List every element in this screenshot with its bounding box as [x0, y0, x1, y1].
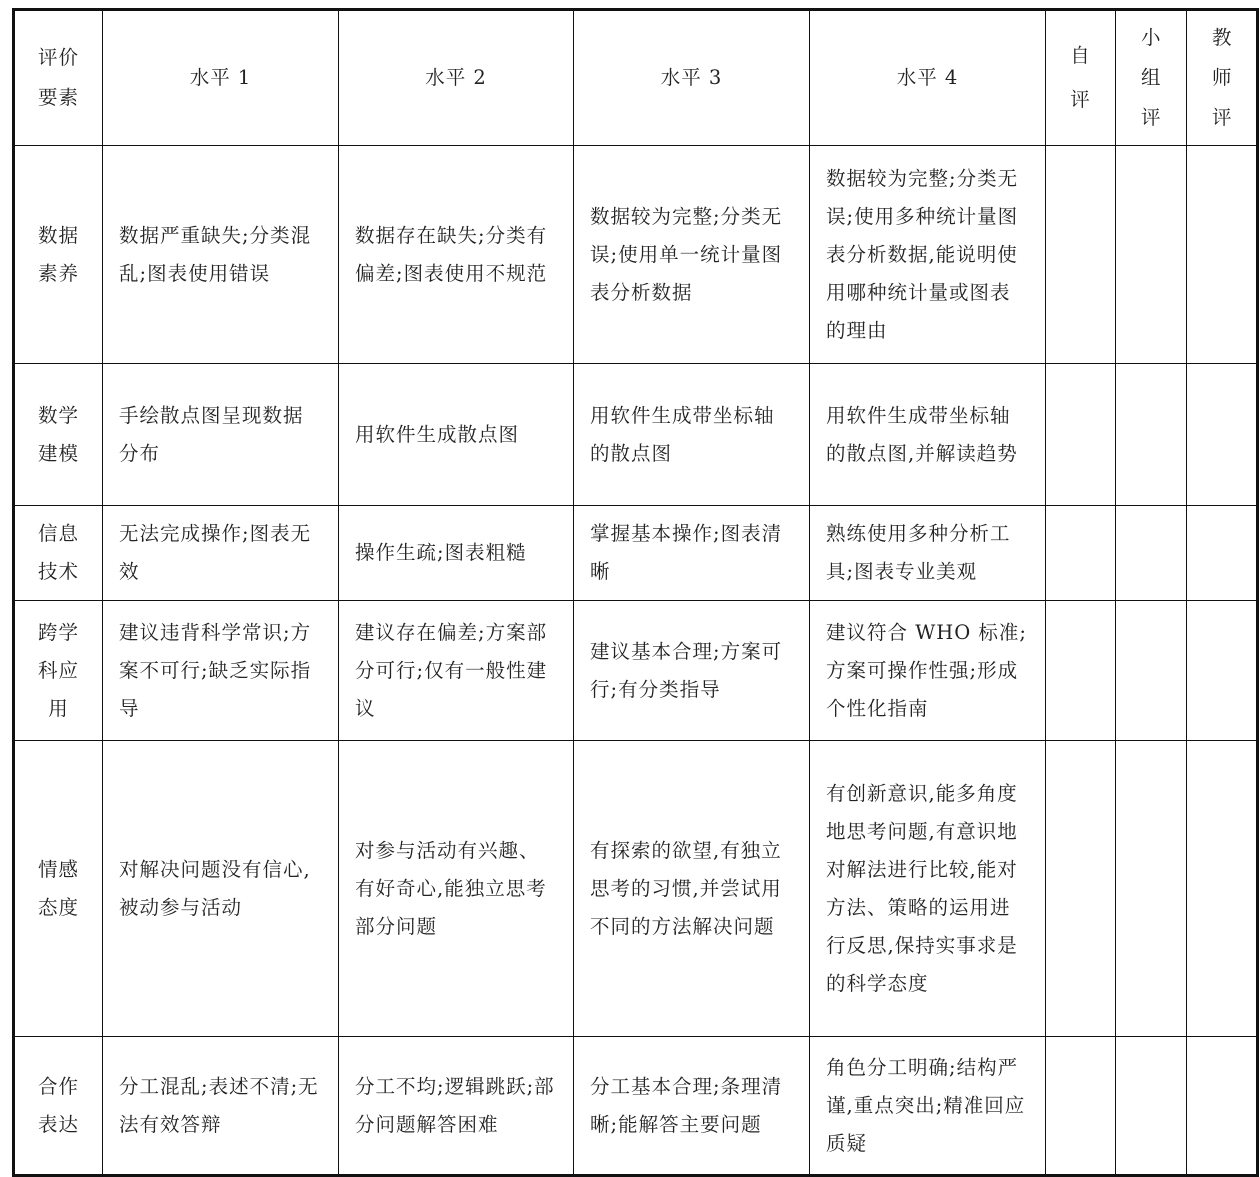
level-2-cell: 分工不均;逻辑跳跃;部分问题解答困难 — [339, 1037, 574, 1176]
row-factor: 数学建模 — [14, 364, 103, 506]
rubric-row — [14, 1037, 1258, 1176]
rubric-row — [14, 506, 1258, 601]
level-4-cell: 熟练使用多种分析工具;图表专业美观 — [810, 506, 1046, 601]
level-1-cell: 建议违背科学常识;方案不可行;缺乏实际指导 — [103, 601, 339, 741]
level-2-cell: 用软件生成散点图 — [339, 364, 574, 506]
header-group-eval: 小组评 — [1116, 10, 1187, 146]
row-factor: 情感态度 — [14, 741, 103, 1037]
teacher-eval-cell[interactable] — [1187, 146, 1258, 364]
group-eval-cell[interactable] — [1116, 506, 1187, 601]
level-3-cell: 分工基本合理;条理清晰;能解答主要问题 — [574, 1037, 810, 1176]
row-factor: 合作表达 — [14, 1037, 103, 1176]
self-eval-cell[interactable] — [1046, 506, 1116, 601]
header-row — [14, 10, 1258, 146]
teacher-eval-cell[interactable] — [1187, 364, 1258, 506]
level-3-cell: 建议基本合理;方案可行;有分类指导 — [574, 601, 810, 741]
self-eval-cell[interactable] — [1046, 1037, 1116, 1176]
row-factor: 数据素养 — [14, 146, 103, 364]
level-1-cell: 数据严重缺失;分类混乱;图表使用错误 — [103, 146, 339, 364]
self-eval-cell[interactable] — [1046, 146, 1116, 364]
teacher-eval-cell[interactable] — [1187, 601, 1258, 741]
self-eval-cell[interactable] — [1046, 741, 1116, 1037]
header-level-2: 水平 2 — [339, 10, 574, 146]
rubric-row — [14, 741, 1258, 1037]
level-3-cell: 数据较为完整;分类无误;使用单一统计量图表分析数据 — [574, 146, 810, 364]
level-1-cell: 无法完成操作;图表无效 — [103, 506, 339, 601]
rubric-row — [14, 146, 1258, 364]
level-2-cell: 建议存在偏差;方案部分可行;仅有一般性建议 — [339, 601, 574, 741]
teacher-eval-cell[interactable] — [1187, 741, 1258, 1037]
row-factor: 跨学科应用 — [14, 601, 103, 741]
group-eval-cell[interactable] — [1116, 364, 1187, 506]
header-factor: 评价要素 — [14, 10, 103, 146]
level-3-cell: 掌握基本操作;图表清晰 — [574, 506, 810, 601]
row-factor: 信息技术 — [14, 506, 103, 601]
level-4-cell: 用软件生成带坐标轴的散点图,并解读趋势 — [810, 364, 1046, 506]
level-2-cell: 对参与活动有兴趣、有好奇心,能独立思考部分问题 — [339, 741, 574, 1037]
teacher-eval-cell[interactable] — [1187, 1037, 1258, 1176]
header-self-eval: 自评 — [1046, 10, 1116, 146]
header-level-3: 水平 3 — [574, 10, 810, 146]
self-eval-cell[interactable] — [1046, 364, 1116, 506]
group-eval-cell[interactable] — [1116, 601, 1187, 741]
rubric-row — [14, 601, 1258, 741]
teacher-eval-cell[interactable] — [1187, 506, 1258, 601]
level-4-cell: 数据较为完整;分类无误;使用多种统计量图表分析数据,能说明使用哪种统计量或图表的理由 — [810, 146, 1046, 364]
rubric-row — [14, 364, 1258, 506]
level-2-cell: 操作生疏;图表粗糙 — [339, 506, 574, 601]
level-4-cell: 角色分工明确;结构严谨,重点突出;精准回应质疑 — [810, 1037, 1046, 1176]
group-eval-cell[interactable] — [1116, 1037, 1187, 1176]
evaluation-rubric-table — [12, 8, 1259, 1177]
level-4-cell: 有创新意识,能多角度地思考问题,有意识地对解法进行比较,能对方法、策略的运用进行反思,保持实事求是的科学态度 — [810, 741, 1046, 1037]
level-1-cell: 分工混乱;表述不清;无法有效答辩 — [103, 1037, 339, 1176]
level-4-cell: 建议符合 WHO 标准;方案可操作性强;形成个性化指南 — [810, 601, 1046, 741]
group-eval-cell[interactable] — [1116, 146, 1187, 364]
self-eval-cell[interactable] — [1046, 601, 1116, 741]
header-level-1: 水平 1 — [103, 10, 339, 146]
level-1-cell: 手绘散点图呈现数据分布 — [103, 364, 339, 506]
group-eval-cell[interactable] — [1116, 741, 1187, 1037]
level-1-cell: 对解决问题没有信心,被动参与活动 — [103, 741, 339, 1037]
level-3-cell: 用软件生成带坐标轴的散点图 — [574, 364, 810, 506]
header-teacher-eval: 教师评 — [1187, 10, 1258, 146]
level-2-cell: 数据存在缺失;分类有偏差;图表使用不规范 — [339, 146, 574, 364]
header-level-4: 水平 4 — [810, 10, 1046, 146]
level-3-cell: 有探索的欲望,有独立思考的习惯,并尝试用不同的方法解决问题 — [574, 741, 810, 1037]
